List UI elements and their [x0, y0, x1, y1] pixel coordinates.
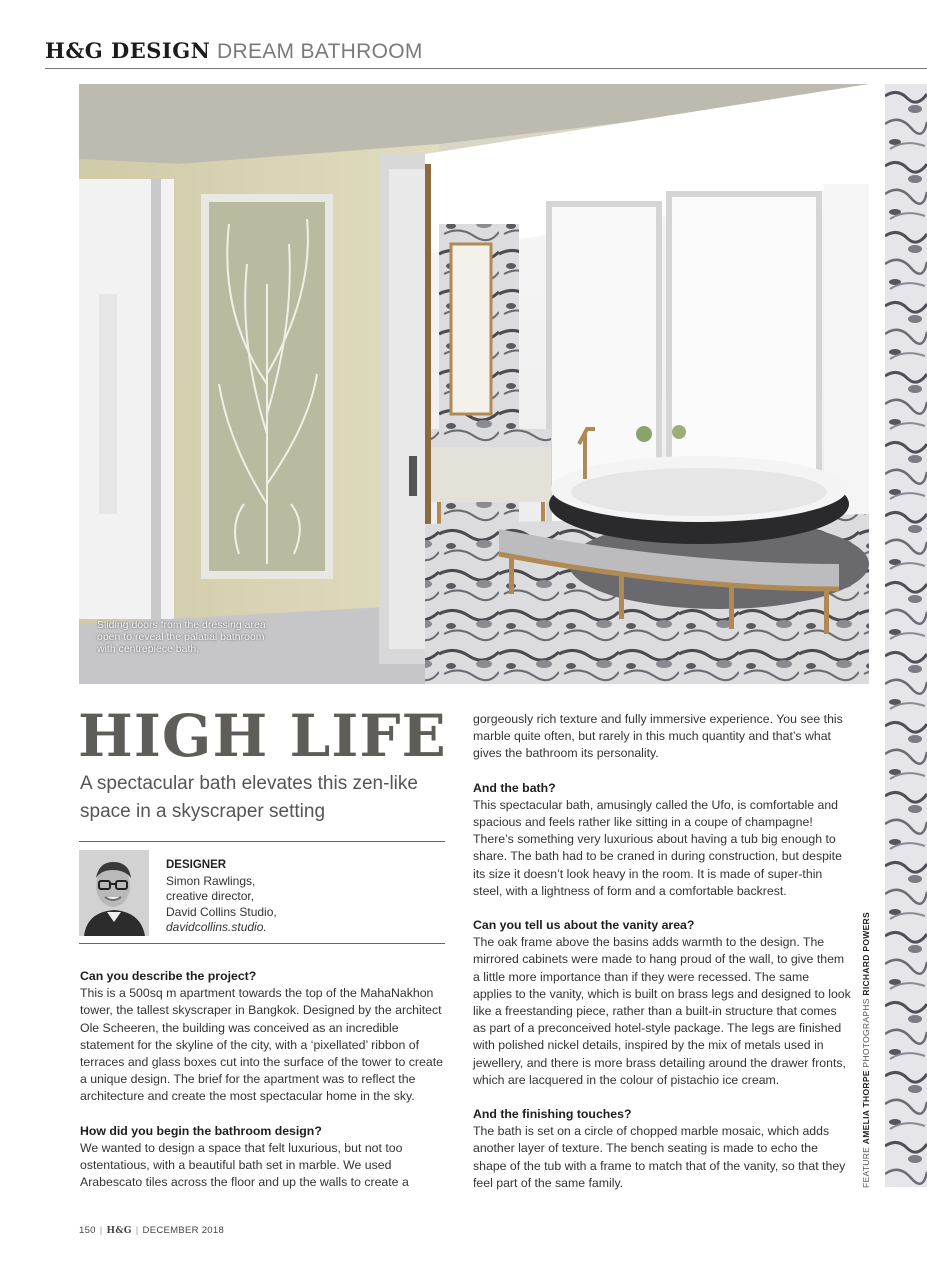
designer-bottom-rule [79, 943, 445, 944]
marble-strip-image [885, 84, 927, 1187]
answer-vanity: The oak frame above the basins adds warmth to the design. The mirrored cabinets were made to hang proud of the wall, to give them a little more importance than if they were recessed. The same applies to the vanity, which is built on brass legs and designed to look like a freestanding piece, rather than a built-in structure that comes as part of a preconceived hotel-style package. The legs are finished with polished nickel details, inspired by the mix of metals used in jewellery, and there is more brass detailing around the drawer fronts, which are lacquered in the colour of pistachio ice cream. [473, 935, 851, 1087]
designer-top-rule [79, 841, 445, 842]
photo-caption: Sliding doors from the dressing area open to reveal the palatial bathroom with centrepiece bath. [97, 619, 266, 655]
body-column-right [473, 711, 851, 1192]
answer-bath: This spectacular bath, amusingly called the Ufo, is comfortable and spacious and feels rather like sitting in a coupe of champagne! There’s something very luxurious about having a tub big enough to share. The bath had to be craned in during construction, but despite its size it doesn’t look heavy in the room. It is made of super-thin steel, with a lightness of form and a comfortable backrest. [473, 797, 842, 898]
bathroom-photo [79, 84, 869, 684]
answer-project: This is a 500sq m apartment towards the top of the MahaNakhon tower, the tallest skyscraper in Bangkok. Designed by the architect Ole Scheeren, the building was conceived as an incredible statement for the skyline of the city, with a ‘pixellated’ ribbon of terraces and glass boxes cut into the surface of the tower to create a unique design. The brief for the apartment was to reflect the architecture and create the most spectacular home in the sky. [80, 986, 443, 1104]
designer-name: Simon Rawlings, [166, 873, 256, 888]
question-project: Can you describe the project? [80, 969, 257, 983]
answer-bathroom-design-part2: gorgeously rich texture and fully immersive experience. You see this marble quite often, but rarely in this much quantity and that’s what gives the bathroom its personality. [473, 712, 843, 761]
designer-website-link[interactable]: davidcollins.studio. [166, 920, 267, 935]
question-bath: And the bath? [473, 780, 556, 795]
article-title: HIGH LIFE [78, 702, 447, 770]
footer-brand: H&G [106, 1226, 132, 1236]
running-header [45, 38, 423, 64]
designer-info [166, 858, 277, 936]
photo-credit: FEATURE AMELIA THORPE PHOTOGRAPHS RICHARD POWERS [861, 912, 871, 1188]
answer-bathroom-design-part1: We wanted to design a space that felt luxurious, but not too ostentatious, with a beautiful bath set in marble. We used Arabescato tiles across the floor and up the walls to create a [80, 1140, 409, 1190]
designer-role: creative director, [166, 889, 255, 904]
issue-date: DECEMBER 2018 [142, 1225, 225, 1236]
designer-portrait [79, 850, 149, 936]
page-number: 150 [79, 1225, 96, 1236]
question-vanity: Can you tell us about the vanity area? [473, 918, 695, 933]
question-finishing: And the finishing touches? [473, 1107, 632, 1122]
designer-label: DESIGNER [166, 859, 227, 871]
header-divider [45, 68, 927, 69]
article-subtitle: A spectacular bath elevates this zen-like space in a skyscraper setting [80, 773, 418, 822]
body-column-left [80, 968, 450, 1191]
answer-finishing: The bath is set on a circle of chopped marble mosaic, which adds another layer of texture. The bench seating is made to echo the shape of the tub with a frame to match that of the vanity, so that they feel part of the same family. [473, 1124, 846, 1190]
question-bathroom-design: How did you begin the bathroom design? [80, 1123, 322, 1138]
designer-studio: David Collins Studio, [166, 904, 277, 919]
page-footer: 150 | H&G | DECEMBER 2018 [79, 1225, 225, 1236]
section-name: DREAM BATHROOM [217, 40, 423, 63]
magazine-brand: H&G DESIGN [45, 38, 211, 63]
